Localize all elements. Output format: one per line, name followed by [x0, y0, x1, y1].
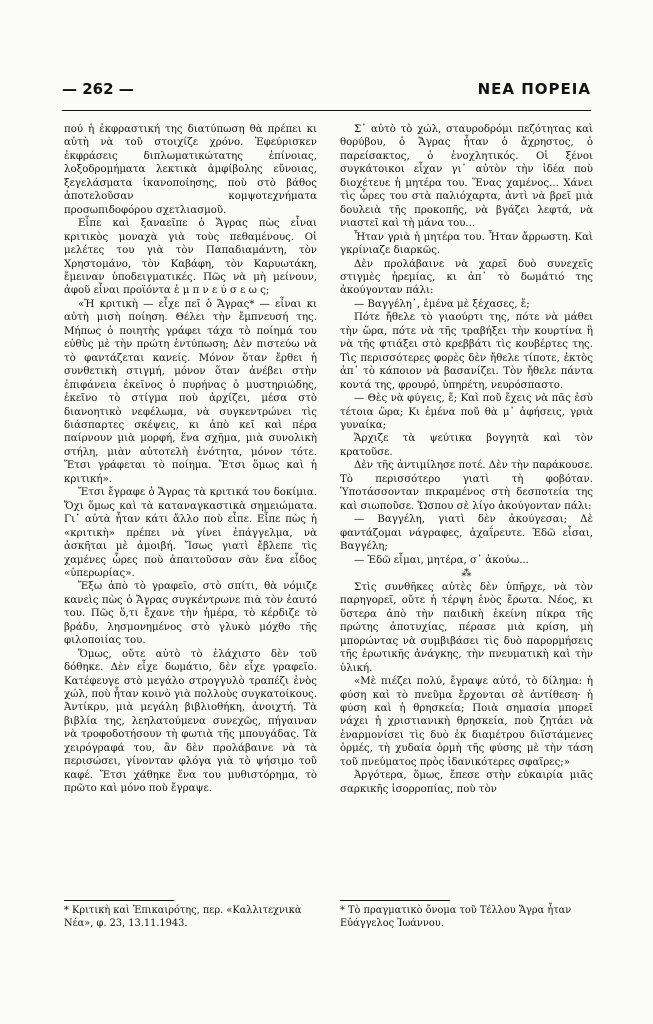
section-break: ⁂ — [461, 567, 472, 579]
paragraph: Σ᾿ αὐτὸ τὸ χώλ, σταυροδρόμι πεζότητας καὶ θορύβου, ὁ Ἄγρας ἦταν ὁ ἄχρηστος, ὁ παρείσακτος, ὁ ἐνοχλητικός. Οἱ ξένοι συγκάτοικοι εἶχαν γι᾿ αὐτὸν τὴν ἰδέα ποὺ διοχέτευε ἡ μητέρα του. Ἕνας χαμένος... Χάνει τὶς ὧρες του στὰ παλιόχαρτα, ἀντὶ νὰ βρεῖ μιὰ δουλειὰ τῆς προκοπῆς, νὰ βγάζει λεφτά, νὰ νιαστεῖ καὶ τὴ μάνα του... — [340, 124, 593, 230]
paragraph: Δὲν τῆς ἀντιμίλησε ποτέ. Δὲν τὴν παράκουσε. Τὸ περισσότερο γιατὶ τὴ φοβόταν. Ὑποτάσσονταν πικραμένος στὴ δεσποτεία της καὶ σιωποῦσε. Ὥσπου σὲ λίγο ἀκούγονταν πάλι: — [340, 460, 593, 512]
paragraph: «Ἡ κριτικὴ — εἶχε πεῖ ὁ Ἄγρας* — εἶναι κι αὐτὴ μισὴ ποίηση. Θέλει τὴν ἔμπνευσή της. Μήπως ὁ ποιητὴς γράφει τάχα τὸ ποίημά του εὐθὺς μὲ τὴν πρώτη ἐντύπωση; Δὲν πιστεύω νὰ τὸ φαντάζεται κανείς. Μόνον ὅταν ἔρθει ἡ συνθετικὴ στιγμή, μόνον ὅταν ἀνέβει στὴν ἐπιφάνεια ἐκεῖνος ὁ πυρήνας ὁ μυστηριώδης, ἐκεῖνο τὸ στίγμα ποὺ ἀρχίζει, μέσα στὸ διανοητικὸ νεφέλωμα, νὰ συγκεντρώνει τὶς διάσπαρτες σκέψεις, κι ἀπὸ κεῖ καὶ πέρα παίρνουν μιὰ μορφή, ἕνα σχῆμα, μιὰ συνολικὴ στήλη, μιὰν αὐτοτελὴ ἑνότητα, μόνον τότε. Ἔτσι γράφεται τὸ ποίημα. Ἔτσι ὅμως καὶ ἡ κριτική». — [64, 298, 317, 485]
paragraph: Ἦταν γριὰ ἡ μητέρα του. Ἦταν ἄρρωστη. Καὶ γκρίνιαζε διαρκῶς. — [340, 231, 593, 257]
right-column — [340, 123, 593, 796]
left-column — [64, 123, 317, 796]
paragraph: — Ἐδῶ εἶμαι, μητέρα, σ᾿ ἀκούω... — [354, 554, 529, 566]
paragraph: Ὅμως, οὔτε αὐτὸ τὸ ἐλάχιστο δὲν τοῦ δόθηκε. Δὲν εἶχε δωμάτιο, δὲν εἶχε γραφεῖο. Κατέφευγε στὸ μεγάλο στρογγυλὸ τραπέζι ἑνὸς χώλ, ποὺ ἦταν κοινὸ γιὰ πολλοὺς συγκατοίκους. Ἀντίκρυ, μιὰ μεγάλη βιβλιοθήκη, ἀνοιχτή. Τὰ βιβλία της, λεηλατούμενα συνεχῶς, πήγαιναν νὰ τροφοδοτήσουν τὴ φωτιὰ τῆς μπουγάδας. Τὰ χειρόγραφά του, ἂν δὲν προλάβαινε νὰ τὰ περισώσει, γίνονταν φλόγα γιὰ τὸ ψήσιμο τοῦ καφέ. Ἔτσι χάθηκε ἕνα του μυθιστόρημα, τὸ πρῶτο καὶ μόνο ποὺ ἔγραψε. — [64, 648, 317, 795]
paragraph: Ἔξω ἀπὸ τὸ γραφεῖο, στὸ σπίτι, θὰ νόμιζε κανεὶς πὼς ὁ Ἄγρας συγκέντρωνε πιὰ τὸν ἑαυτό του. Πῶς ὅ,τι ἔχανε τὴν ἡμέρα, τὸ κέρδιζε τὸ βράδυ, λησμονημένος στὸ γλυκὸ μόχθο τῆς φιλοποιίας του. — [64, 581, 317, 647]
footnote-rule — [340, 900, 450, 901]
page-number: — 262 — — [62, 80, 134, 98]
footnote-rule — [64, 900, 174, 901]
paragraph: Ἀργότερα, ὅμως, ἔπεσε στὴν εὐκαιρία μιᾶς σαρκικῆς ἰσορροπίας, ποὺ τὸν — [340, 770, 593, 795]
paragraph: — Βαγγέλη᾿, ἐμένα μὲ ξέχασες, ἔ; — [354, 298, 530, 310]
paragraph: Ἔτσι ἔγραφε ὁ Ἄγρας τὰ κριτικά του δοκίμια. Ὄχι ὅμως καὶ τὰ καταναγκαστικὰ σημειώματα. Γι᾿ αὐτὰ ἦταν κάτι ἄλλο ποὺ εἶπε. Εἶπε πὼς ἡ «κριτικὴ» πρέπει νὰ γίνει ἐπάγγελμα, νὰ ἀσκῆται μὲ ἀμοιβή. Ἴσως γιατὶ ἔβλεπε τὶς χαμένες ὧρες ποὺ ἀπαιτοῦσαν σὰν ἕνα εἶδος «ὑπερωρίας». — [64, 487, 317, 579]
footnote-left — [64, 900, 317, 930]
paragraph: «Μὲ πιέζει πολύ, ἔγραψε αὐτό, τὸ δίλημα: ἡ φύση καὶ τὸ πνεῦμα ἔρχονται σὲ ἀντίθεση· ἡ φύση καὶ ἡ θρησκεία; Ποιὰ σημασία μπορεῖ νάχει ἡ χριστιανικὴ θρησκεία, ποὺ ζητάει νὰ ἐναρμονίσει τὶς δυὸ ἐκ διαμέτρου διϊστάμενες ὁρμές, τὴ χυδαία ὁρμὴ τῆς φύσης μὲ τὴν τάση τοῦ πνεύματος πρὸς ἰδανικότερες σφαῖρες;» — [340, 676, 593, 768]
paragraph: Ἄρχιζε τὰ ψεύτικα βογγητὰ καὶ τὸν κρατοῦσε. — [340, 433, 593, 458]
journal-title: ΝΕΑ ΠΟΡΕΙΑ — [477, 80, 591, 98]
footnote-text: * Τὸ πραγματικὸ ὄνομα τοῦ Τέλλου Ἄγρα ἦταν Εὐάγγελος Ἰωάννου. — [340, 905, 572, 929]
paragraph: Εἶπε καὶ ξαναεῖπε ὁ Ἄγρας πὼς εἶναι κριτικὸς μοναχὰ γιὰ τοὺς πεθαμένους. Οἱ μελέτες του γιὰ τὸν Παπαδιαμάντη, τὸν Χρηστομάνο, τὸν Καβάφη, τὸν Καρυωτάκη, ἔμειναν ὑποδειγματικές. Πῶς νὰ μὴ μείνουν, ἀφοῦ εἶναι προϊόντα ἐ μ π ν ε ύ σ ε ω ς; — [64, 218, 317, 297]
paragraph: Πότε ἤθελε τὸ γιαούρτι της, πότε νὰ μάθει τὴν ὥρα, πότε νὰ τῆς τραβήξει τὴν κουρτίνα ἢ νὰ τῆς φτιάξει στὸ κρεββάτι τὶς κουβέρτες της. Τὶς περισσότερες φορὲς δὲν ἤθελε τίποτε, ἐκτὸς ἀπ᾿ τὸ κάποιον νὰ βασανίζει. Τὸν ἤθελε πάντα κοντά της, φρουρό, ὑπηρέτη, νευρόσπαστο. — [340, 312, 593, 391]
paragraph: — Θὲς νὰ φύγεις, ἔ; Καὶ ποῦ ἔχεις νὰ πᾶς ἐσὺ τέτοια ὥρα; Κι ἐμένα ποῦ θὰ μ᾿ ἀφήσεις, γριὰ γυναίκα; — [340, 393, 593, 431]
paragraph: Δὲν προλάβαινε νὰ χαρεῖ δυὸ συνεχεῖς στιγμὲς ἠρεμίας, κι ἀπ᾿ τὸ δωμάτιό της ἀκούγονταν πάλι: — [340, 258, 593, 297]
paragraph: — Βαγγέλη, γιατὶ δὲν ἀκούγεσαι; Δὲ φαντάζομαι νάγραφες, ἀχαΐρευτε. Ἐδῶ εἶσαι, Βαγγέλη; — [340, 514, 593, 553]
footnote-text: * Κριτικὴ καὶ Ἐπικαιρότης, περ. «Καλλιτεχνικὰ Νέα», φ. 23, 13.11.1943. — [64, 905, 302, 929]
paragraph: Στὶς συνθῆκες αὐτὲς δὲν ὑπῆρχε, νὰ τὸν παρηγορεῖ, οὔτε ἡ τέρψη ἑνὸς ἔρωτα. Νέος, κι ὕστερα ἀπὸ τὴν παιδικὴ ἐκείνη πίκρα τῆς πρώτης ἀποτυχίας, πέρασε μιὰ κρίση, μὴ μπορώντας νὰ συμβιβάσει τὶς δυὸ παρορμήσεις τῆς ἐρωτικῆς ἀνάγκης, τὴν πνευματικὴ καὶ τὴν ὑλική. — [340, 581, 593, 674]
header-rule — [62, 110, 591, 111]
footnote-right — [340, 900, 593, 930]
paragraph: πού ἡ ἐκφραστική της διατύπωση θὰ πρέπει κι αὐτὴ νὰ τοῦ στοιχίζε χρόνο. Ἐφεύρισκεν ἐκφράσεις διπλωματικώτατης ἐπίνοιας, λοξοδρομήματα λεκτικὰ ἀμφίβολης εὔνοιας, ξεγελάσματα ἱκανοποίησης, ποὺ στὸ βάθος ἀποτελοῦσαν κομψοτεχνήματα προσωπιδοφόρου σχετλιασμοῦ. — [64, 124, 317, 216]
page-header — [62, 80, 591, 104]
